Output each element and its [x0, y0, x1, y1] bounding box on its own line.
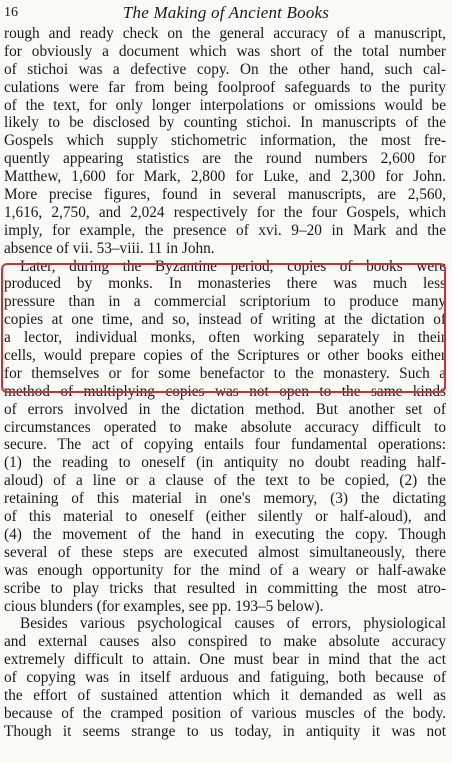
text-line: the effort of sustained attention which it demanded as well as: [4, 686, 446, 704]
text-line: of stichoi was a defective copy. On the other hand, such cal-: [4, 60, 446, 78]
text-line: absence of vii. 53–viii. 11 in John.: [4, 239, 215, 257]
text-line: for obviously a document which was short of the total number: [4, 42, 446, 60]
text-line: Later, during the Byzantine period, copies of books were: [20, 257, 446, 275]
text-line: a lector, individual monks, often working separately in their: [4, 329, 446, 347]
body-text: [4, 25, 446, 741]
text-line: of copying was in itself arduous and fatiguing, both because of: [4, 669, 446, 687]
text-line: and external causes also conspired to make absolute accuracy: [4, 633, 446, 651]
text-line: quently appearing statistics are the round numbers 2,600 for: [4, 150, 446, 168]
running-title: The Making of Ancient Books: [122, 3, 330, 22]
text-line: cious blunders (for examples, see pp. 193–5 below).: [4, 597, 324, 615]
text-line: (4) the movement of the hand in executing the copy. Though: [4, 525, 446, 543]
text-line: Besides various psychological causes of errors, physiological: [20, 615, 446, 633]
text-line: imply, for example, the presence of xvi. 9–20 in Mark and the: [4, 221, 446, 239]
text-line: was enough opportunity for the mind of a weary or half-awake: [4, 561, 446, 579]
text-line: of errors involved in the dictation method. But another set of: [4, 400, 446, 418]
text-line: Gospels which supply stichometric information, the most fre-: [4, 132, 446, 150]
text-line: scribe to play tricks that resulted in committing the most atro-: [4, 579, 446, 597]
text-line: several of these steps are executed almost simultaneously, there: [4, 543, 446, 561]
text-line: More precise figures, found in several manuscripts, are 2,560,: [4, 186, 446, 204]
text-line: retaining of this material in one's memory, (3) the dictating: [4, 490, 446, 508]
text-line: secure. The act of copying entails four fundamental operations:: [4, 436, 446, 454]
text-line: copies at one time, and so, instead of writing at the dictation of: [4, 311, 446, 329]
text-line: method of multiplying copies was not open to the same kinds: [4, 382, 446, 400]
text-line: because of the cramped position of various muscles of the body.: [4, 704, 446, 722]
text-line: of this material to oneself (either silently or half-aloud), and: [4, 508, 446, 526]
text-line: likely to be disclosed by counting stichoi. In manuscripts of the: [4, 114, 446, 132]
page-number: 16: [4, 5, 18, 20]
text-line: rough and ready check on the general accuracy of a manuscript,: [4, 25, 446, 42]
text-line: cells, would prepare copies of the Scriptures or other books either: [4, 347, 446, 365]
text-line: of the text, for only longer interpolations or omissions would be: [4, 96, 446, 114]
text-line: circumstances operated to make absolute accuracy difficult to: [4, 418, 446, 436]
text-line: Matthew, 1,600 for Mark, 2,800 for Luke, and 2,300 for John.: [4, 168, 446, 186]
text-line: extremely difficult to attain. One must bear in mind that the act: [4, 651, 446, 669]
text-line: produced by monks. In monasteries there was much less: [4, 275, 446, 293]
text-line: 1,616, 2,750, and 2,024 respectively for the four Gospels, which: [4, 203, 446, 221]
text-line: Though it seems strange to us today, in antiquity it was not: [4, 722, 446, 740]
text-line: aloud) of a line or a clause of the text to be copied, (2) the: [4, 472, 446, 490]
page-header: [4, 3, 448, 25]
text-line: pressure than in a commercial scriptorium to produce many: [4, 293, 446, 311]
text-line: (1) the reading to oneself (in antiquity no doubt reading half-: [4, 454, 446, 472]
text-line: culations were far from being foolproof safeguards to the purity: [4, 78, 446, 96]
text-line: for themselves or for some benefactor to the monastery. Such a: [4, 364, 446, 382]
